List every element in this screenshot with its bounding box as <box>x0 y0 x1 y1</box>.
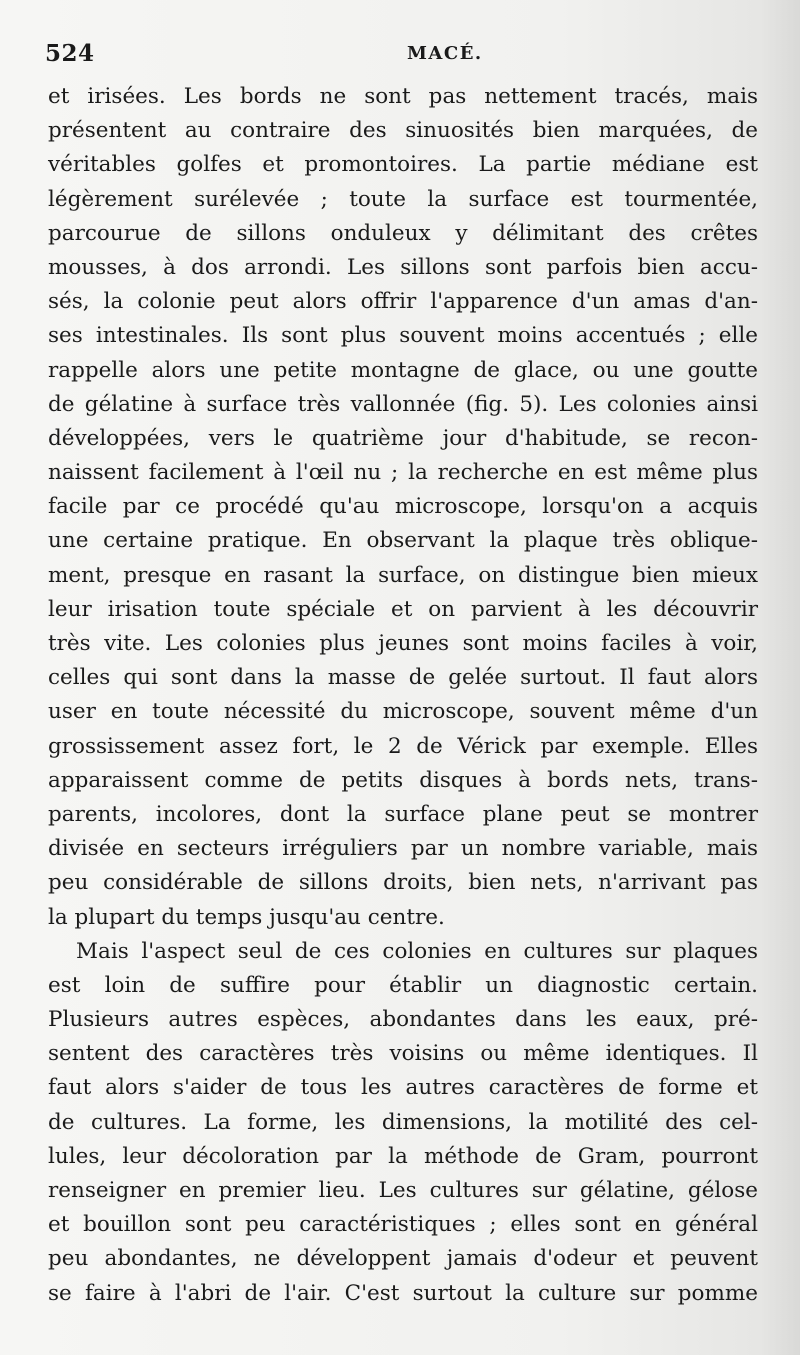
text-line: apparaissent comme de petits disques à bords nets, trans- <box>48 767 758 793</box>
text-line: sentent des caractères très voisins ou même identiques. Il <box>48 1041 758 1067</box>
text-line: sés, la colonie peut alors offrir l'apparence d'un amas d'an- <box>48 289 758 315</box>
text-line: user en toute nécessité du microscope, souvent même d'un <box>48 699 758 725</box>
text-line: est loin de suffire pour établir un diagnostic certain. <box>48 972 758 998</box>
text-line: ment, presque en rasant la surface, on distingue bien mieux <box>48 562 758 588</box>
page-header <box>45 40 755 70</box>
text-line: véritables golfes et promontoires. La partie médiane est <box>48 152 758 178</box>
text-line: une certaine pratique. En observant la plaque très oblique- <box>48 528 758 554</box>
paragraph-end-line: la plupart du temps jusqu'au centre. <box>48 904 445 930</box>
text-line: légèrement surélevée ; toute la surface est tourmentée, <box>48 186 758 212</box>
page-number: 524 <box>45 40 95 67</box>
text-line: parents, incolores, dont la surface plane peut se montrer <box>48 801 758 827</box>
text-line: ses intestinales. Ils sont plus souvent moins accentués ; elle <box>48 323 758 349</box>
text-line: peu considérable de sillons droits, bien nets, n'arrivant pas <box>48 870 758 896</box>
text-line: faut alors s'aider de tous les autres caractères de forme et <box>48 1075 758 1101</box>
text-line: développées, vers le quatrième jour d'habitude, se recon- <box>48 425 758 451</box>
body-text <box>48 80 758 1311</box>
text-line: peu abondantes, ne développent jamais d'odeur et peuvent <box>48 1246 758 1272</box>
text-line: très vite. Les colonies plus jeunes sont moins faciles à voir, <box>48 631 758 656</box>
text-line: celles qui sont dans la masse de gelée surtout. Il faut alors <box>48 665 758 691</box>
text-line: de gélatine à surface très vallonnée (fig. 5). Les colonies ainsi <box>48 391 758 417</box>
text-line: parcourue de sillons onduleux y délimitant des crêtes <box>48 220 758 246</box>
text-line: de cultures. La forme, les dimensions, la motilité des cel- <box>48 1109 758 1135</box>
text-line: facile par ce procédé qu'au microscope, lorsqu'on a acquis <box>48 494 758 520</box>
text-line: et bouillon sont peu caractéristiques ; elles sont en général <box>48 1212 758 1238</box>
text-line: se faire à l'abri de l'air. C'est surtout la culture sur pomme <box>48 1280 758 1306</box>
text-line: mousses, à dos arrondi. Les sillons sont parfois bien accu- <box>48 254 758 280</box>
text-line: présentent au contraire des sinuosités bien marquées, de <box>48 118 758 144</box>
running-head: MACÉ. <box>407 43 483 64</box>
text-line: lules, leur décoloration par la méthode de Gram, pourront <box>48 1143 758 1169</box>
text-line: Plusieurs autres espèces, abondantes dans les eaux, pré- <box>48 1007 758 1033</box>
text-line: leur irisation toute spéciale et on parvient à les découvrir <box>48 596 758 622</box>
text-line: et irisées. Les bords ne sont pas nettement tracés, mais <box>48 84 758 109</box>
text-line: divisée en secteurs irréguliers par un nombre variable, mais <box>48 836 758 862</box>
paragraph-start-line: Mais l'aspect seul de ces colonies en cultures sur plaques <box>76 938 758 964</box>
text-line: renseigner en premier lieu. Les cultures sur gélatine, gélose <box>48 1178 758 1203</box>
text-line: naissent facilement à l'œil nu ; la recherche en est même plus <box>48 460 758 486</box>
text-line: rappelle alors une petite montagne de glace, ou une goutte <box>48 357 758 383</box>
text-line: grossissement assez fort, le 2 de Vérick par exemple. Elles <box>48 733 758 759</box>
